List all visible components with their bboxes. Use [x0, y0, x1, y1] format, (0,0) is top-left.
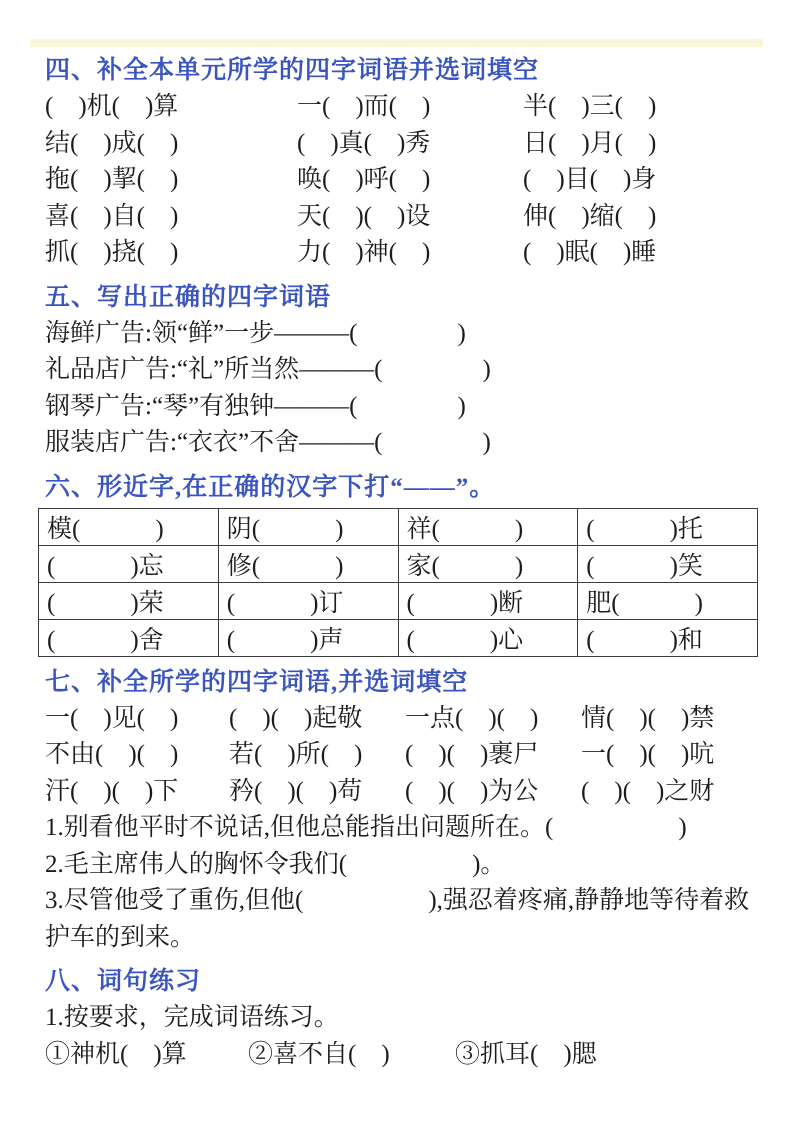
section-4: [45, 52, 763, 272]
ad-line: 海鲜广告:领“鲜”一步———( ): [45, 319, 466, 347]
idiom-row: [45, 774, 763, 811]
fill-sentence: 2.毛主席伟人的胸怀令我们( )。: [45, 850, 506, 878]
ad-line: 钢琴广告:“琴”有独钟———( ): [45, 392, 466, 420]
table-cell: 家( ): [398, 545, 578, 582]
idiom-blank: 喜( )自( ): [45, 202, 179, 230]
section-8: [45, 963, 763, 1073]
idiom-blank: ( )( )为公: [405, 777, 539, 805]
section-6-title: 六、形近字,在正确的汉字下打“——”。: [45, 473, 496, 501]
instruction-line: 1.按要求，完成词语练习。: [45, 1004, 339, 1031]
table-cell: ( )订: [218, 582, 398, 619]
section-8-title: 八、词句练习: [45, 968, 202, 995]
idiom-row: [45, 89, 763, 126]
idiom-blank: 唤( )呼( ): [297, 166, 431, 193]
numbered-idiom-row: [45, 1037, 763, 1074]
table-cell: 祥( ): [398, 508, 578, 545]
section-7: [45, 664, 763, 957]
fill-sentence: 1.别看他平时不说话,但他总能指出问题所在。( ): [45, 814, 687, 841]
section-5-title: 五、写出正确的四字词语: [45, 283, 332, 311]
table-row: [39, 545, 758, 582]
table-cell: 修( ): [218, 545, 398, 582]
table-cell: ( )和: [578, 619, 758, 656]
idiom-row: [45, 126, 763, 163]
section-6: [45, 469, 763, 657]
table-row: [39, 582, 758, 619]
idiom-blank: 一( )而( ): [297, 93, 431, 120]
idiom-blank: 一( )见( ): [45, 704, 179, 732]
ad-line: 服装店广告:“衣衣”不舍———( ): [45, 429, 491, 456]
table-cell: 模( ): [39, 508, 219, 545]
idiom-blank: ③抓耳( )腮: [455, 1040, 597, 1068]
table-cell: ( )荣: [39, 582, 219, 619]
idiom-blank: ①神机( )算: [45, 1040, 187, 1068]
idiom-blank: ( )( )起敬: [229, 704, 363, 732]
idiom-blank: 日( )月( ): [523, 129, 657, 157]
table-cell: ( )声: [218, 619, 398, 656]
idiom-blank: 矜( )( )苟: [229, 777, 363, 805]
idiom-blank: 伸( )缩( ): [523, 202, 657, 230]
idiom-blank: ( )眠( )睡: [523, 239, 657, 266]
idiom-row: [45, 235, 763, 272]
idiom-blank: ( )( )之财: [581, 777, 715, 805]
table-row: [39, 508, 758, 545]
idiom-row: [45, 737, 763, 774]
idiom-blank: 一点( )( ): [405, 704, 539, 732]
idiom-blank: ( )真( )秀: [297, 129, 431, 157]
table-row: [39, 619, 758, 656]
idiom-blank: 一( )( )吭: [581, 741, 715, 768]
section-4-title: 四、补全本单元所学的四字词语并选词填空: [45, 57, 540, 84]
table-cell: 肥( ): [578, 582, 758, 619]
idiom-blank: ②喜不自( ): [248, 1040, 390, 1068]
section-5: [45, 279, 763, 462]
ad-line: 礼品店广告:“礼”所当然———( ): [45, 356, 491, 383]
idiom-blank: 抓( )挠( ): [45, 239, 179, 266]
idiom-blank: ( )机( )算: [45, 93, 179, 120]
idiom-blank: 结( )成( ): [45, 129, 179, 157]
similar-characters-table: [38, 508, 758, 657]
idiom-row: [45, 199, 763, 236]
idiom-blank: 半( )三( ): [523, 93, 657, 120]
idiom-row: [45, 701, 763, 738]
table-cell: 阴( ): [218, 508, 398, 545]
table-cell: ( )断: [398, 582, 578, 619]
table-cell: ( )心: [398, 619, 578, 656]
idiom-blank: 若( )所( ): [229, 741, 363, 768]
idiom-blank: 不由( )( ): [45, 741, 179, 768]
idiom-row: [45, 162, 763, 199]
table-cell: ( )舍: [39, 619, 219, 656]
idiom-blank: 情( )( )禁: [581, 704, 715, 732]
idiom-blank: 拖( )挈( ): [45, 166, 179, 193]
fill-sentence: 3.尽管他受了重伤,但他( ),强忍着疼痛,静静地等待着救护车的到来。: [45, 887, 750, 951]
idiom-blank: 汗( )( )下: [45, 777, 179, 805]
idiom-blank: 力( )神( ): [297, 239, 431, 266]
table-cell: ( )笑: [578, 545, 758, 582]
idiom-blank: ( )目( )身: [523, 166, 657, 193]
table-cell: ( )托: [578, 508, 758, 545]
table-cell: ( )忘: [39, 545, 219, 582]
idiom-blank: ( )( )裹尸: [405, 741, 539, 768]
section-7-title: 七、补全所学的四字词语,并选词填空: [45, 668, 469, 696]
idiom-blank: 天( )( )设: [297, 202, 431, 230]
